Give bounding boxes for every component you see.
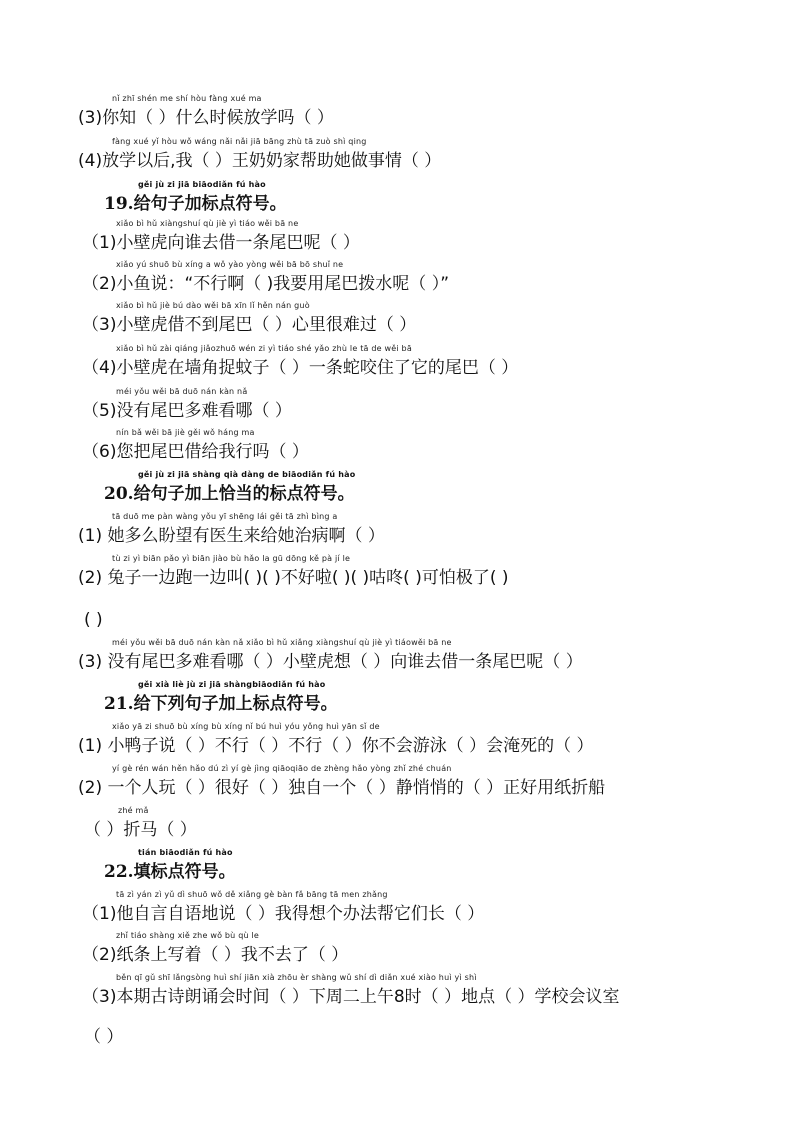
pinyin-annotation: xiǎo yā zi shuō bù xíng bù xíng nǐ bú huì yóu yǒng huì yān sǐ de: [112, 722, 380, 731]
pinyin-annotation: gěi xià liè jù zi jiā shàngbiāodiǎn fú hào: [138, 680, 326, 689]
sentence-text: (2) 一个人玩（ ）很好（ ）独自一个（ ）静悄悄的（ ）正好用纸折船: [78, 778, 606, 798]
sentence-text: （2)纸条上写着（ ）我不去了（ ）: [82, 945, 349, 965]
pinyin-annotation: tā zì yán zì yǔ dì shuō wǒ dě xiǎng gè bàn fǎ bāng tā men zhǎng: [116, 890, 388, 899]
pinyin-annotation: yí gè rén wán hěn hǎo dú zì yí gè jìng qiāoqiāo de zhèng hǎo yòng zhǐ zhé chuán: [112, 764, 452, 773]
pinyin-annotation: nǐ zhī shén me shí hòu fàng xué ma: [112, 94, 262, 103]
pinyin-annotation: tián biāodiǎn fú hào: [138, 848, 233, 857]
sentence-text: (1) 小鸭子说（ ）不行（ ）不行（ ）你不会游泳（ ）会淹死的（ ）: [78, 736, 594, 756]
sentence-text: (3)你知（ ）什么时候放学吗（ ）: [78, 108, 334, 128]
pinyin-annotation: xiǎo bì hǔ xiàngshuí qù jiè yì tiáo wěi bā ne: [116, 219, 299, 228]
pinyin-annotation: běn qī gǔ shī lǎngsòng huì shí jiān xià zhōu èr shàng wǔ shí dì diǎn xué xiào huì yì shì: [116, 973, 477, 982]
section-title: 20.给句子加上恰当的标点符号。: [104, 484, 355, 504]
pinyin-annotation: xiǎo bì hǔ zài qiáng jiǎozhuō wén zi yì tiáo shé yǎo zhù le tā de wěi bā: [116, 344, 412, 353]
pinyin-annotation: tā duō me pàn wàng yǒu yī shēng lái gěi tā zhì bìng a: [112, 512, 338, 521]
sentence-text: （6)您把尾巴借给我行吗（ ）: [82, 442, 309, 462]
sentence-text: （3)小壁虎借不到尾巴（ ）心里很难过（ ）: [82, 315, 417, 335]
pinyin-annotation: zhé mǎ: [118, 806, 149, 815]
pinyin-annotation: zhǐ tiáo shàng xiě zhe wǒ bù qù le: [116, 931, 260, 940]
sentence-text: (3) 没有尾巴多难看哪（ ）小壁虎想（ ）向谁去借一条尾巴呢（ ）: [78, 652, 583, 672]
sentence-text: （5)没有尾巴多难看哪（ ）: [82, 401, 292, 421]
sentence-text: (2) 兔子一边跑一边叫( )( )不好啦( )( )咕咚( )可怕极了( ): [78, 568, 509, 588]
sentence-text: （ ）折马（ ）: [84, 820, 197, 840]
pinyin-annotation: xiǎo bì hǔ jiè bú dào wěi bā xīn lǐ hěn nán guò: [116, 301, 310, 310]
sentence-text: （ ）: [84, 1027, 124, 1047]
sentence-text: (4)放学以后,我（ ）王奶奶家帮助她做事情（ ）: [78, 151, 442, 171]
section-title: 19.给句子加标点符号。: [104, 194, 287, 214]
pinyin-annotation: méi yǒu wěi bā duō nán kàn nǎ xiǎo bì hǔ xiǎng xiàngshuí qù jiè yì tiáowěi bā ne: [112, 638, 452, 647]
sentence-text: （4)小壁虎在墙角捉蚊子（ ）一条蛇咬住了它的尾巴（ ）: [82, 358, 519, 378]
pinyin-annotation: fàng xué yǐ hòu wǒ wáng nǎi nǎi jiā bāng zhù tā zuò shì qing: [112, 137, 367, 146]
sentence-text: （1)他自言自语地说（ ）我得想个办法帮它们长（ ）: [82, 904, 485, 924]
sentence-text: （2)小鱼说：“不行啊（ )我要用尾巴拨水呢（ ）”: [82, 274, 450, 294]
sentence-text: (1) 她多么盼望有医生来给她治病啊（ ）: [78, 526, 385, 546]
pinyin-annotation: gěi jù zi jiā shàng qià dàng de biāodiǎn fú hào: [138, 470, 356, 479]
sentence-text: （1)小壁虎向谁去借一条尾巴呢（ ）: [82, 233, 360, 253]
pinyin-annotation: gěi jù zi jiā biāodiǎn fú hào: [138, 180, 266, 189]
sentence-text: ( ): [84, 610, 103, 630]
pinyin-annotation: méi yǒu wěi bā duō nán kàn nǎ: [116, 387, 248, 396]
pinyin-annotation: tù zi yì biān pǎo yì biān jiào bù hǎo la gū dōng kě pà jí le: [112, 554, 351, 563]
section-title: 22.填标点符号。: [104, 862, 236, 882]
section-title: 21.给下列句子加上标点符号。: [104, 694, 338, 714]
pinyin-annotation: xiǎo yú shuō bù xíng a wǒ yào yòng wěi bā bō shuǐ ne: [116, 260, 344, 269]
pinyin-annotation: nín bǎ wěi bā jiè gěi wǒ háng ma: [116, 428, 255, 437]
pinyin-annotation: [0, 1013, 800, 1025]
sentence-text: （3)本期古诗朗诵会时间（ ）下周二上午8时（ ）地点（ ）学校会议室: [82, 987, 620, 1007]
pinyin-annotation: [0, 596, 800, 608]
